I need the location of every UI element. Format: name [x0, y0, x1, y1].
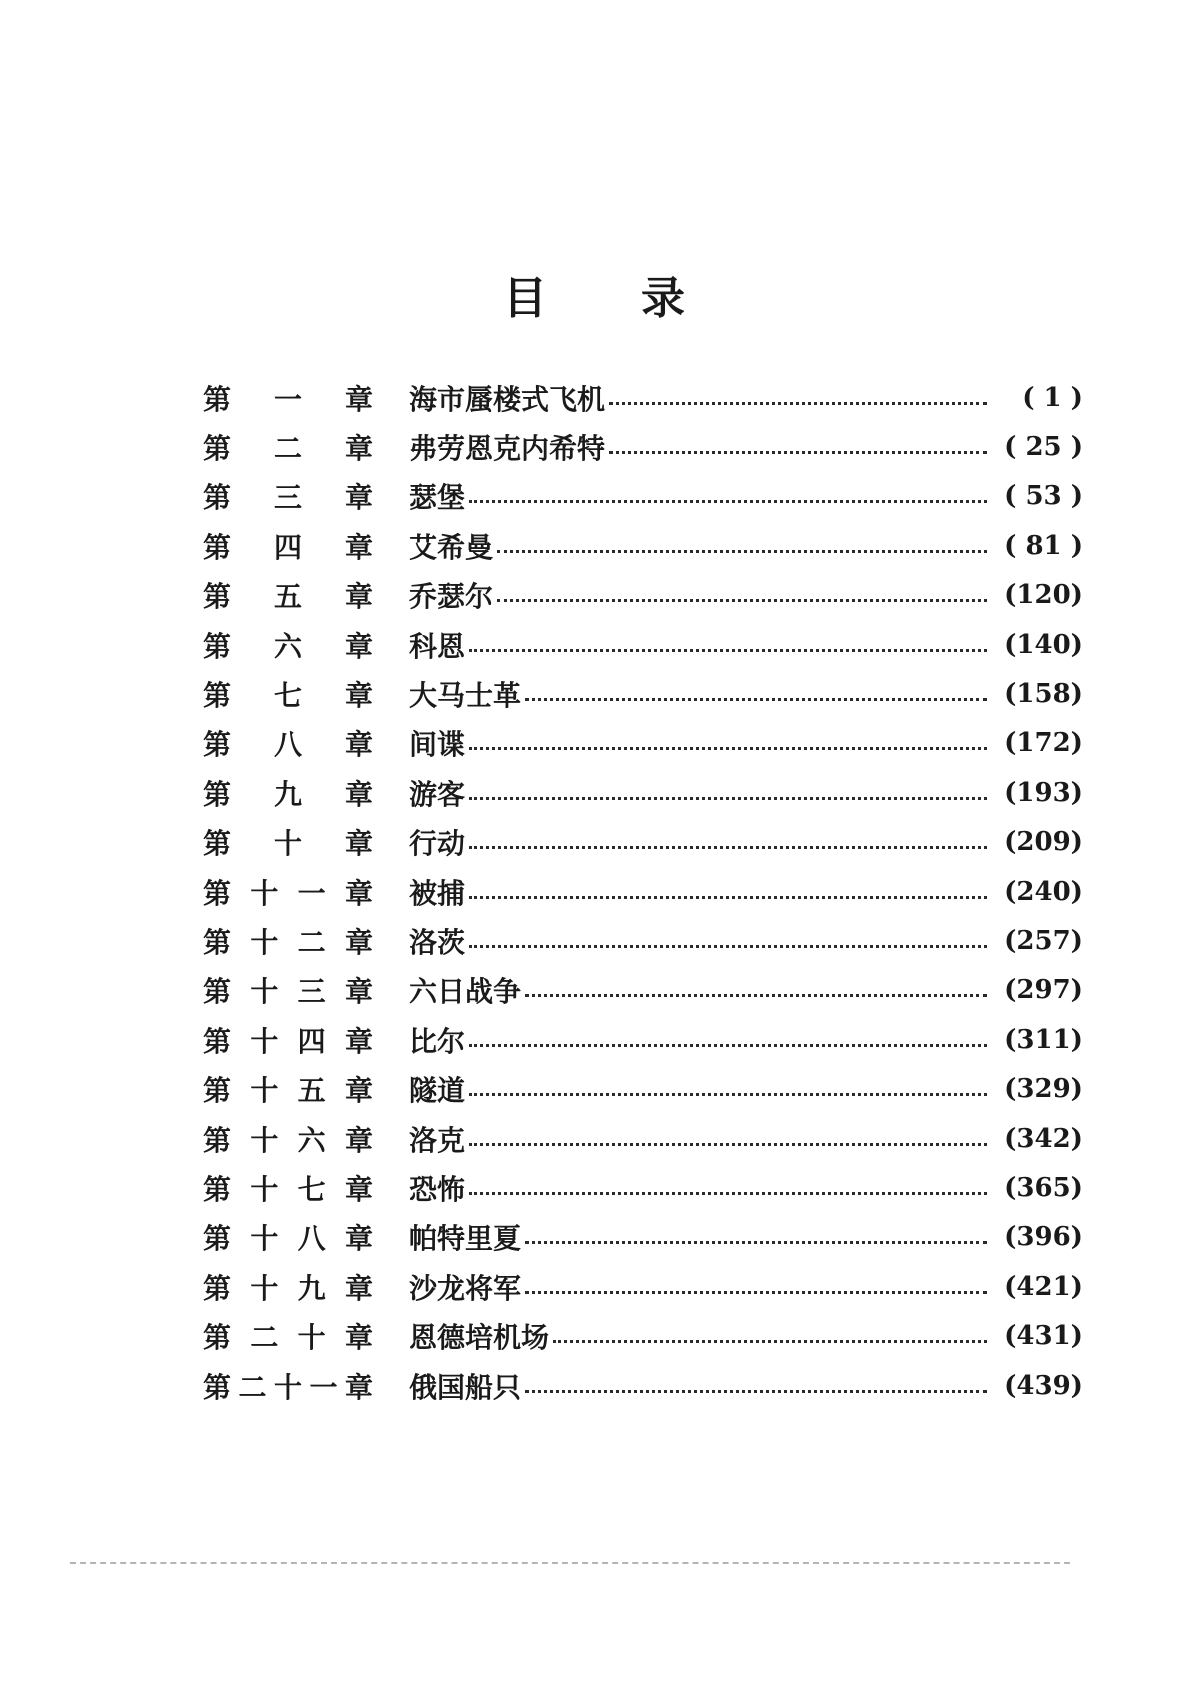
- toc-entry: [203, 521, 1083, 570]
- page-number: (421): [1004, 1271, 1083, 1302]
- chapter-number: [203, 378, 373, 418]
- chapter-char: 第: [203, 629, 232, 663]
- toc-entry: [203, 1064, 1083, 1113]
- page-number: ( 1 ): [1022, 382, 1083, 413]
- chapter-number: [203, 1217, 373, 1257]
- page-number: (365): [1004, 1172, 1083, 1203]
- chapter-char: 十: [250, 975, 279, 1009]
- chapter-char: 章: [344, 1074, 373, 1108]
- chapter-title: 被捕: [409, 876, 466, 910]
- toc-entry: [203, 768, 1083, 817]
- dot-leader: [525, 1273, 987, 1301]
- dot-leader: [525, 976, 987, 1004]
- chapter-char: 章: [344, 1271, 373, 1305]
- page-number: (158): [1004, 679, 1083, 710]
- chapter-char: 第: [203, 481, 232, 515]
- chapter-number: [203, 625, 373, 665]
- toc-entry: [203, 422, 1083, 471]
- chapter-char: 第: [203, 1172, 232, 1206]
- chapter-number: [203, 526, 373, 566]
- chapter-char: 章: [345, 580, 374, 614]
- page-number: (396): [1004, 1222, 1083, 1253]
- chapter-char: 二: [238, 1370, 267, 1404]
- chapter-title: 艾希曼: [409, 530, 494, 564]
- page-number: ( 53 ): [1004, 481, 1083, 512]
- toc-entry: [203, 719, 1083, 768]
- page-number: (172): [1004, 728, 1083, 759]
- chapter-char: 章: [345, 777, 374, 811]
- dot-leader: [469, 631, 987, 659]
- dot-leader: [497, 532, 987, 560]
- page-number: ( 25 ): [1004, 432, 1083, 463]
- dot-leader: [469, 1125, 987, 1153]
- chapter-number: [203, 476, 373, 516]
- toc-entry: [203, 1213, 1083, 1262]
- chapter-char: 一: [309, 1370, 338, 1404]
- chapter-char: 五: [274, 580, 303, 614]
- chapter-char: 二: [250, 1321, 279, 1355]
- chapter-char: 章: [345, 382, 374, 416]
- dot-leader: [469, 828, 987, 856]
- dot-leader: [609, 384, 987, 412]
- chapter-char: 章: [344, 876, 373, 910]
- chapter-char: 一: [297, 876, 326, 910]
- toc-entry: [203, 472, 1083, 521]
- chapter-char: 十: [250, 925, 279, 959]
- chapter-number: [203, 723, 373, 763]
- chapter-char: 章: [345, 679, 374, 713]
- chapter-char: 四: [297, 1024, 326, 1058]
- chapter-char: 七: [274, 679, 303, 713]
- chapter-title: 大马士革: [409, 679, 522, 713]
- chapter-char: 六: [297, 1123, 326, 1157]
- toc-entry: [203, 373, 1083, 422]
- chapter-char: 二: [274, 432, 303, 466]
- chapter-char: 八: [274, 728, 303, 762]
- chapter-char: 十: [250, 876, 279, 910]
- chapter-char: 章: [345, 827, 374, 861]
- page-number: (329): [1004, 1074, 1083, 1105]
- toc-entry: [203, 867, 1083, 916]
- chapter-char: 章: [344, 925, 373, 959]
- chapter-char: 第: [203, 1321, 232, 1355]
- chapter-char: 章: [344, 1123, 373, 1157]
- chapter-char: 七: [297, 1172, 326, 1206]
- dot-leader: [553, 1322, 987, 1350]
- chapter-title: 间谍: [409, 728, 466, 762]
- chapter-char: 五: [297, 1074, 326, 1108]
- chapter-title: 恐怖: [409, 1172, 466, 1206]
- chapter-char: 十: [250, 1123, 279, 1157]
- scan-noise-line: [70, 1562, 1070, 1568]
- chapter-title: 帕特里夏: [409, 1222, 522, 1256]
- chapter-number: [203, 575, 373, 615]
- toc-entry: [203, 669, 1083, 718]
- dot-leader: [469, 1075, 987, 1103]
- chapter-char: 第: [203, 827, 232, 861]
- chapter-char: 章: [345, 481, 374, 515]
- chapter-char: 章: [344, 1222, 373, 1256]
- chapter-title: 行动: [409, 827, 466, 861]
- chapter-char: 第: [203, 1024, 232, 1058]
- toc-entry: [203, 818, 1083, 867]
- chapter-number: [203, 921, 373, 961]
- toc-entry: [203, 966, 1083, 1015]
- dot-leader: [469, 482, 987, 510]
- page-number: (120): [1004, 580, 1083, 611]
- toc-entry: [203, 1311, 1083, 1360]
- chapter-title: 比尔: [409, 1024, 466, 1058]
- chapter-char: 六: [274, 629, 303, 663]
- chapter-char: 第: [203, 925, 232, 959]
- chapter-char: 二: [297, 925, 326, 959]
- dot-leader: [525, 1223, 987, 1251]
- chapter-title: 洛克: [409, 1123, 466, 1157]
- title-char: 录: [641, 273, 687, 324]
- chapter-char: 章: [344, 1321, 373, 1355]
- chapter-number: [203, 872, 373, 912]
- chapter-number: [203, 1069, 373, 1109]
- chapter-char: 十: [250, 1024, 279, 1058]
- chapter-char: 第: [203, 382, 232, 416]
- chapter-title: 科恩: [409, 629, 466, 663]
- chapter-char: 章: [345, 629, 374, 663]
- dot-leader: [469, 1026, 987, 1054]
- chapter-char: 章: [345, 1370, 374, 1404]
- page-number: (342): [1004, 1123, 1083, 1154]
- chapter-char: 第: [203, 1370, 232, 1404]
- chapter-title: 洛茨: [409, 925, 466, 959]
- chapter-char: 第: [203, 975, 232, 1009]
- chapter-char: 第: [203, 876, 232, 910]
- toc-entry: [203, 1015, 1083, 1064]
- chapter-char: 第: [203, 1222, 232, 1256]
- chapter-char: 十: [274, 1370, 303, 1404]
- table-of-contents: [203, 373, 1083, 1410]
- chapter-number: [203, 773, 373, 813]
- page-number: (297): [1004, 975, 1083, 1006]
- chapter-char: 第: [203, 728, 232, 762]
- chapter-number: [203, 970, 373, 1010]
- chapter-char: 八: [297, 1222, 326, 1256]
- dot-leader: [525, 1372, 987, 1400]
- chapter-title: 恩德培机场: [409, 1321, 550, 1355]
- chapter-number: [203, 674, 373, 714]
- toc-entry: [203, 571, 1083, 620]
- chapter-title: 俄国船只: [409, 1370, 522, 1404]
- dot-leader: [525, 680, 987, 708]
- chapter-title: 沙龙将军: [409, 1271, 522, 1305]
- dot-leader: [469, 1174, 987, 1202]
- page-number: (209): [1004, 827, 1083, 858]
- chapter-char: 章: [344, 975, 373, 1009]
- chapter-char: 章: [344, 1024, 373, 1058]
- chapter-title: 游客: [409, 777, 466, 811]
- chapter-title: 瑟堡: [409, 481, 466, 515]
- page-number: (439): [1004, 1370, 1083, 1401]
- chapter-char: 第: [203, 530, 232, 564]
- chapter-char: 第: [203, 1123, 232, 1157]
- toc-entry: [203, 1262, 1083, 1311]
- toc-entry: [203, 1163, 1083, 1212]
- chapter-char: 章: [345, 728, 374, 762]
- page-number: (257): [1004, 925, 1083, 956]
- chapter-char: 三: [297, 975, 326, 1009]
- chapter-number: [203, 1267, 373, 1307]
- chapter-char: 章: [345, 530, 374, 564]
- chapter-char: 第: [203, 1074, 232, 1108]
- chapter-title: 海市蜃楼式飞机: [409, 382, 606, 416]
- toc-entry: [203, 620, 1083, 669]
- chapter-char: 章: [344, 1172, 373, 1206]
- chapter-char: 九: [274, 777, 303, 811]
- chapter-char: 十: [250, 1172, 279, 1206]
- chapter-char: 四: [274, 530, 303, 564]
- chapter-char: 十: [274, 827, 303, 861]
- chapter-char: 十: [250, 1222, 279, 1256]
- chapter-title: 隧道: [409, 1074, 466, 1108]
- chapter-char: 十: [250, 1271, 279, 1305]
- chapter-char: 第: [203, 777, 232, 811]
- chapter-char: 章: [345, 432, 374, 466]
- chapter-char: 第: [203, 1271, 232, 1305]
- page-number: (311): [1004, 1024, 1083, 1055]
- chapter-number: [203, 1020, 373, 1060]
- chapter-char: 第: [203, 432, 232, 466]
- chapter-number: [203, 1366, 373, 1406]
- dot-leader: [469, 927, 987, 955]
- chapter-number: [203, 822, 373, 862]
- dot-leader: [469, 779, 987, 807]
- page-number: ( 81 ): [1004, 530, 1083, 561]
- chapter-char: 三: [274, 481, 303, 515]
- chapter-char: 第: [203, 580, 232, 614]
- dot-leader: [497, 581, 987, 609]
- toc-entry: [203, 1361, 1083, 1410]
- chapter-char: 十: [250, 1074, 279, 1108]
- chapter-title: 乔瑟尔: [409, 580, 494, 614]
- page-title: [0, 262, 1190, 326]
- title-char: 目: [503, 273, 549, 324]
- chapter-char: 九: [297, 1271, 326, 1305]
- page-number: (193): [1004, 777, 1083, 808]
- chapter-number: [203, 1316, 373, 1356]
- chapter-char: 十: [297, 1321, 326, 1355]
- chapter-title: 六日战争: [409, 975, 522, 1009]
- chapter-char: 一: [274, 382, 303, 416]
- page-number: (240): [1004, 876, 1083, 907]
- dot-leader: [469, 878, 987, 906]
- chapter-title: 弗劳恩克内希特: [409, 432, 606, 466]
- chapter-number: [203, 427, 373, 467]
- toc-entry: [203, 916, 1083, 965]
- chapter-number: [203, 1168, 373, 1208]
- chapter-number: [203, 1119, 373, 1159]
- toc-entry: [203, 1114, 1083, 1163]
- page-number: (140): [1004, 629, 1083, 660]
- chapter-char: 第: [203, 679, 232, 713]
- dot-leader: [469, 729, 987, 757]
- page-number: (431): [1004, 1321, 1083, 1352]
- dot-leader: [609, 433, 987, 461]
